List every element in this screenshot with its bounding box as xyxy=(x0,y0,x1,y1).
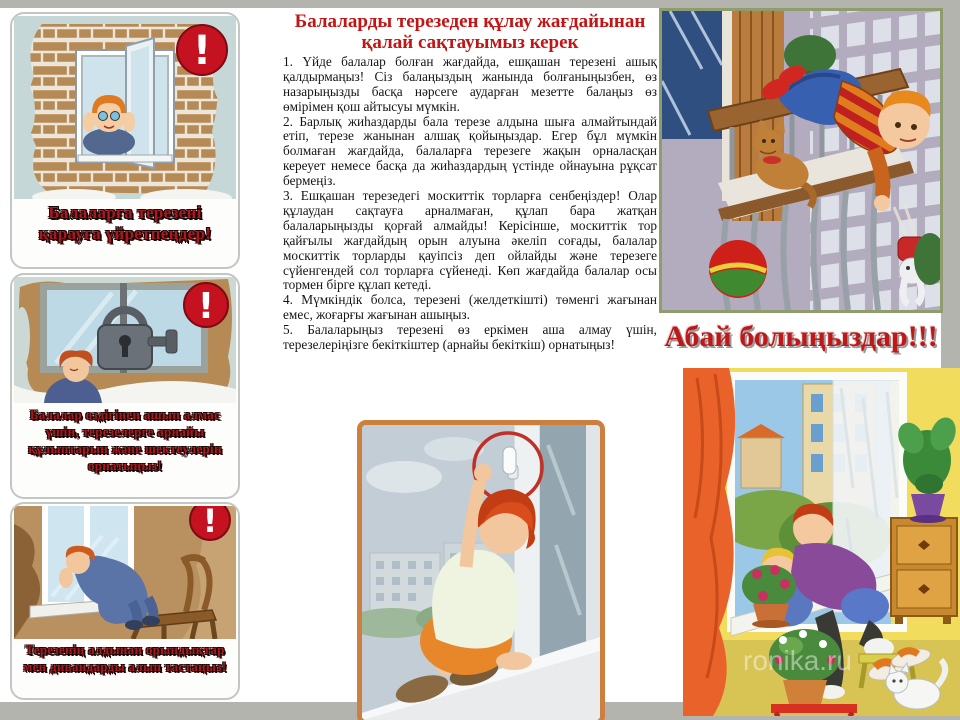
exclamation-warning-icon xyxy=(177,25,227,75)
advice-item-2: 2. Барлық жиһаздарды бала терезе алдына шыға алмайтындай етіп, терезе жанынан алшақ қойыңыздар. Егер бұл мүмкін болмаған жағдайда, балаларға терезеге жақын орналасқан кереует немесе басқа да жиһаздардың үстінде ойнауына рұқсат бермеңіз. xyxy=(283,113,657,189)
panel-caption-1: Балаларға терезені қарауға үйретпеңдер! xyxy=(38,203,212,244)
advice-item-3: 3. Ешқашан терезедегі москиттік торларға сенбеңіздер! Олар құлаудан сақтауға арналмаған, құлап бара жатқан балаларыңызды қорғай алмайды! Керісінше, москиттік тор қайғылы жағдайдың орын алуына әкеліп соғады, балалар москиттік торларды қауіпсіз деп ойлайды және терезеге сүйенгендей сол торларға сүйенеді. Көп жағдайда балалар осы тормен бірге құлап кетеді. xyxy=(283,188,657,293)
watermark: ronika.ru xyxy=(743,645,852,676)
advice-item-4: 4. Мүмкіндік болса, терезені (желдеткішті) төменгі жағынан емес, жоғарғы жағынан ашыңыз. xyxy=(283,292,657,323)
panel-caption-2: Балалар өздігінен ашып алмас үшін, терезелерге арнайы құлыптарын және шектеулерін орнатыңыз! xyxy=(28,407,222,474)
child-on-chair-illustration xyxy=(14,506,236,639)
window-sill xyxy=(78,155,172,162)
dresser xyxy=(891,518,957,624)
room-window-plants-image xyxy=(683,368,960,716)
svg-text:!: ! xyxy=(197,286,215,327)
page-edge-top xyxy=(0,0,960,8)
page-edge-right xyxy=(941,0,960,368)
ball xyxy=(709,240,767,298)
child-reaching-handle-image xyxy=(357,420,605,720)
advice-item-5: 5. Балаларыңыз терезені өз еркімен аша алмау үшін, терезелеріңізге бекіткіштер (арнайы бекіткіш) орнатыңыз! xyxy=(283,322,657,352)
safety-panel-chair-at-window xyxy=(10,502,240,700)
safety-panel-window-lock xyxy=(10,273,240,499)
advice-item-1: 1. Үйде балалар болған жағдайда, ешқашан терезені ашық қалдырмаңыз! Сіз балаңыздың жанында болғаныңызбен, өз назарыңызды басқа нәрсеге аударған мезетте балаңыз өз өмірімен қош айтысуы мүмкін. xyxy=(283,54,657,114)
svg-text:!: ! xyxy=(192,28,212,74)
page-title: Балаларды терезеден құлау жағдайынан қалай сақтауымыз керек xyxy=(294,11,646,53)
svg-text:!: ! xyxy=(202,506,218,540)
exclamation-warning-icon xyxy=(184,283,228,327)
child-at-open-window-illustration xyxy=(14,16,236,199)
main-text-column xyxy=(283,12,657,353)
advice-list xyxy=(283,55,657,353)
padlocked-window-illustration xyxy=(14,277,236,403)
be-careful-warning: Абай болыңыздар!!! xyxy=(664,320,938,353)
balcony-fall-image xyxy=(659,8,943,313)
panel-caption-3: Терезенің алдынан орындықтар мен дивандарды алып тастаңыз! xyxy=(23,642,227,674)
exclamation-warning-icon xyxy=(190,506,230,540)
safety-panel-window-watching xyxy=(10,12,240,269)
